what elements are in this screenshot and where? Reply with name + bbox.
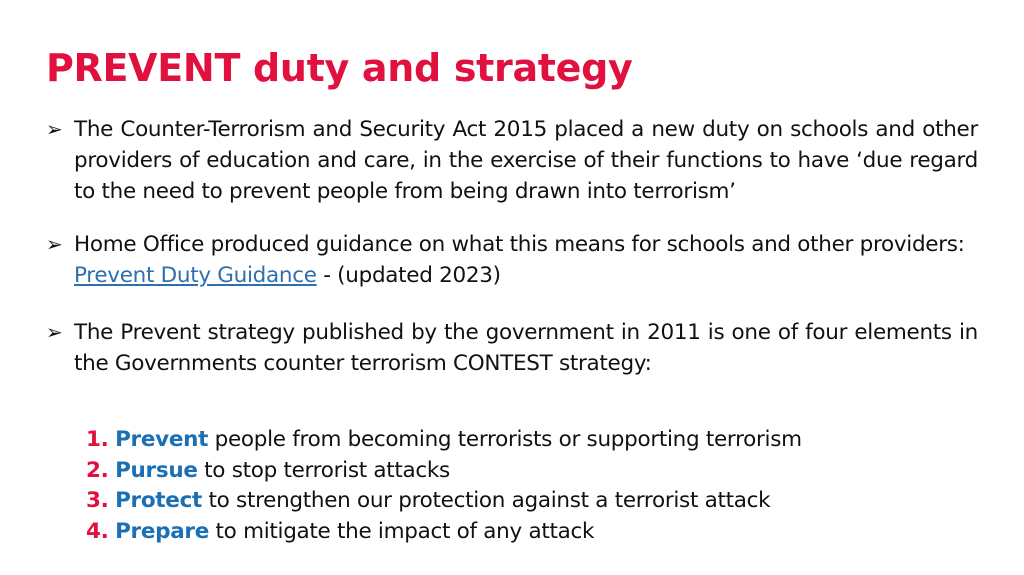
list-text: to stop terrorist attacks (197, 457, 450, 483)
list-number: 1. (86, 427, 109, 452)
list-keyword: Pursue (115, 457, 198, 483)
bullet-item (46, 114, 978, 207)
bullet-list (46, 114, 978, 379)
bullet-text-suffix: - (updated 2023) (316, 263, 501, 288)
arrowhead-bullet-icon: ➢ (46, 117, 63, 141)
arrowhead-bullet-icon: ➢ (46, 232, 63, 256)
list-item (86, 486, 802, 517)
list-number: 2. (86, 457, 109, 483)
prevent-duty-guidance-link[interactable]: Prevent Duty Guidance (74, 263, 317, 288)
page-title: PREVENT duty and strategy (46, 46, 633, 90)
list-item (86, 425, 802, 456)
bullet-item (46, 229, 978, 291)
bullet-text: Home Office produced guidance on what this means for schools and other providers: (74, 232, 965, 257)
list-item (86, 517, 802, 548)
bullet-text: The Prevent strategy published by the government in 2011 is one of four elements in the Governments counter terrorism CONTEST strategy: (74, 320, 978, 376)
list-number: 4. (86, 518, 109, 544)
list-text: to mitigate the impact of any attack (209, 518, 595, 544)
list-keyword: Protect (115, 488, 202, 513)
list-keyword: Prepare (115, 518, 210, 544)
contest-strategy-list (86, 425, 802, 547)
bullet-text: The Counter-Terrorism and Security Act 2015 placed a new duty on schools and other providers of education and care, in the exercise of their functions to have ‘due regard to the need to prevent people from being drawn into terrorism’ (74, 117, 978, 204)
list-number: 3. (86, 488, 109, 513)
arrowhead-bullet-icon: ➢ (46, 320, 63, 344)
list-item (86, 456, 802, 487)
list-text: to strengthen our protection against a terrorist attack (202, 488, 771, 513)
list-keyword: Prevent (115, 427, 209, 452)
bullet-item (46, 317, 978, 379)
list-text: people from becoming terrorists or supporting terrorism (208, 427, 802, 452)
